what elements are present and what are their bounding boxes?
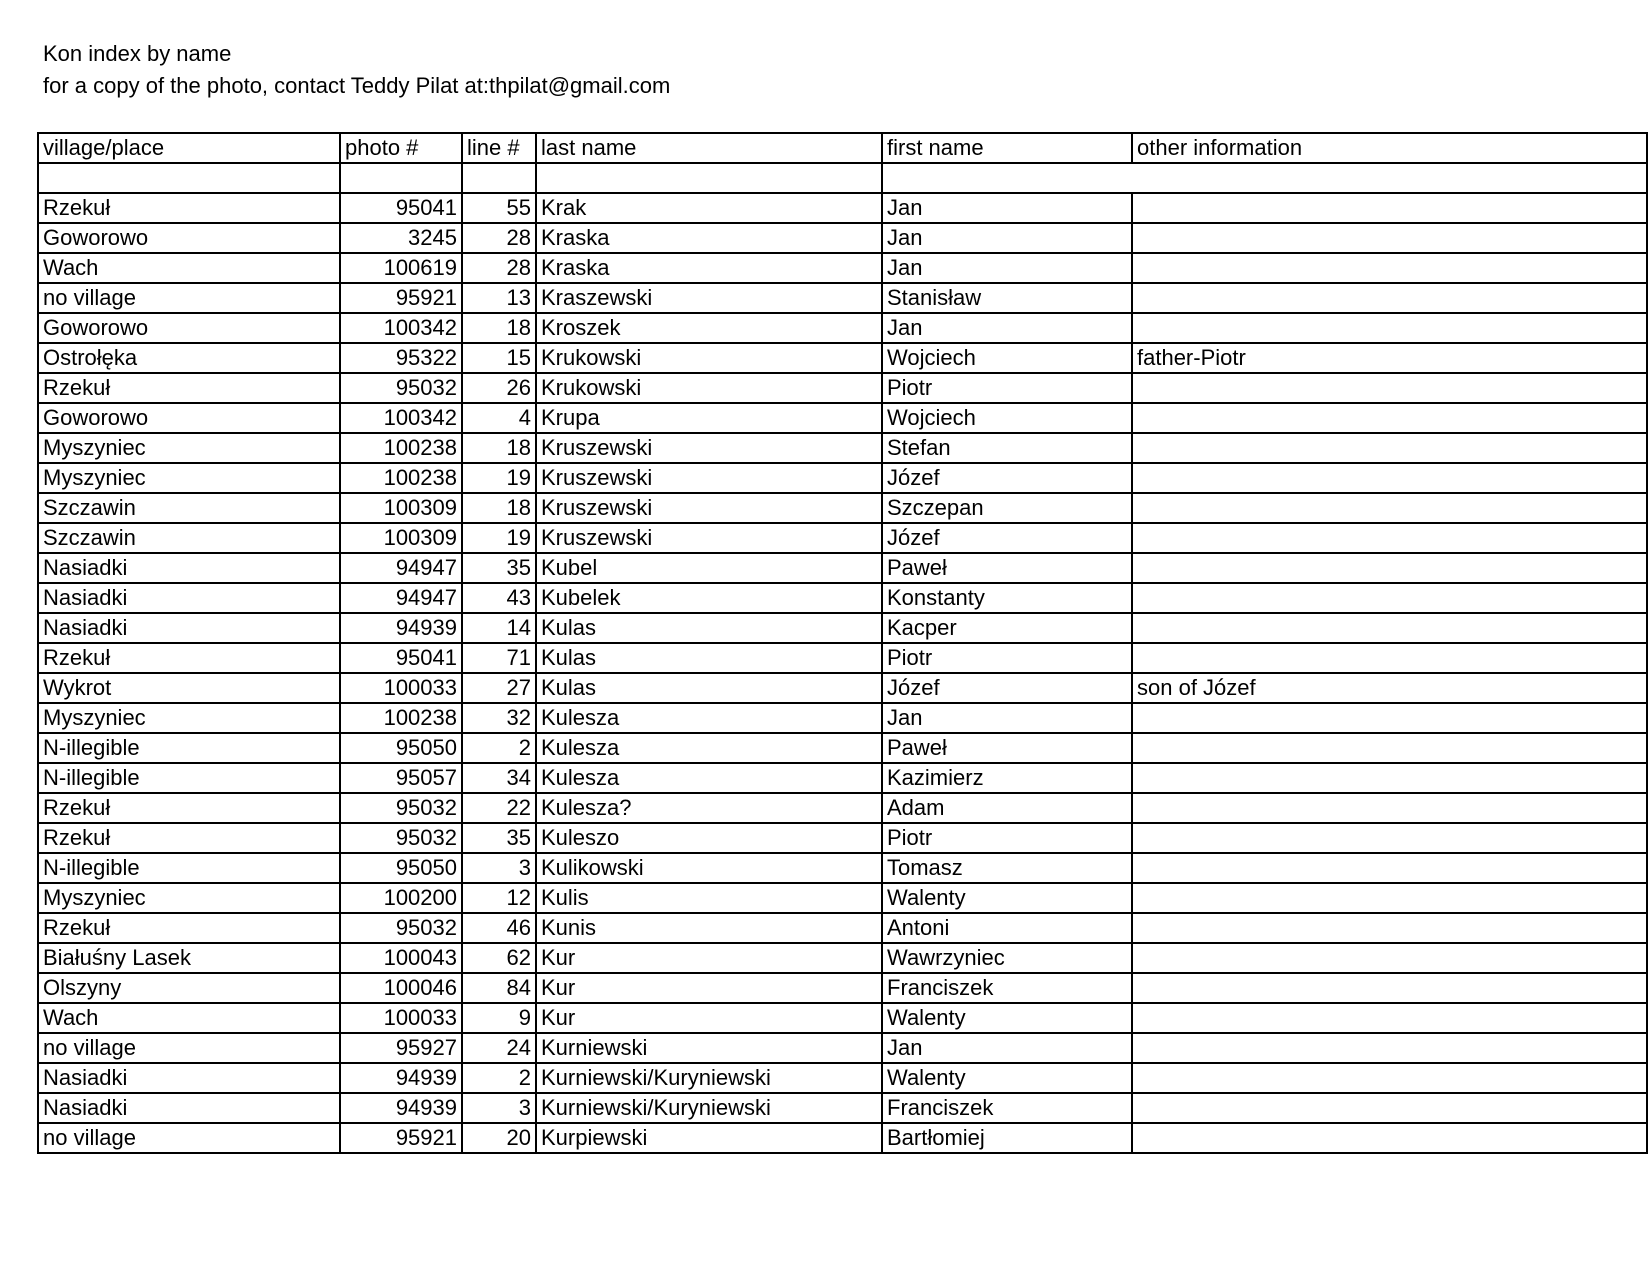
first-name-cell: Piotr xyxy=(882,643,1132,673)
other-information-cell xyxy=(1132,193,1647,223)
village-cell: Wykrot xyxy=(38,673,340,703)
document-title: Kon index by name xyxy=(43,41,232,66)
village-cell: Rzekuł xyxy=(38,193,340,223)
other-information-cell xyxy=(1132,553,1647,583)
photo-number-cell: 95032 xyxy=(340,373,462,403)
photo-number-cell: 95032 xyxy=(340,913,462,943)
column-header-first-name: first name xyxy=(882,133,1132,163)
line-number-cell: 46 xyxy=(462,913,536,943)
line-number-cell: 43 xyxy=(462,583,536,613)
last-name-cell: Kubel xyxy=(536,553,882,583)
table-row xyxy=(38,1003,1647,1033)
line-number-cell: 28 xyxy=(462,253,536,283)
photo-number-cell: 95041 xyxy=(340,193,462,223)
village-cell: Wach xyxy=(38,253,340,283)
line-number-cell: 84 xyxy=(462,973,536,1003)
first-name-cell: Piotr xyxy=(882,373,1132,403)
photo-number-cell: 100200 xyxy=(340,883,462,913)
photo-number-cell: 95921 xyxy=(340,1123,462,1153)
last-name-cell: Kraska xyxy=(536,223,882,253)
village-cell: Myszyniec xyxy=(38,883,340,913)
column-header-other-information: other information xyxy=(1132,133,1647,163)
other-information-cell xyxy=(1132,703,1647,733)
photo-number-cell: 95050 xyxy=(340,853,462,883)
first-name-cell: Adam xyxy=(882,793,1132,823)
table-row xyxy=(38,1123,1647,1153)
first-name-cell: Franciszek xyxy=(882,1093,1132,1123)
blank-cell xyxy=(536,163,882,193)
last-name-cell: Kulas xyxy=(536,613,882,643)
other-information-cell xyxy=(1132,1123,1647,1153)
first-name-cell: Jan xyxy=(882,193,1132,223)
line-number-cell: 22 xyxy=(462,793,536,823)
name-index-table xyxy=(37,132,1648,1154)
table-row xyxy=(38,913,1647,943)
last-name-cell: Kurniewski/Kuryniewski xyxy=(536,1063,882,1093)
last-name-cell: Kruszewski xyxy=(536,493,882,523)
column-header-line: line # xyxy=(462,133,536,163)
other-information-cell xyxy=(1132,493,1647,523)
village-cell: Myszyniec xyxy=(38,703,340,733)
village-cell: Goworowo xyxy=(38,223,340,253)
photo-number-cell: 94939 xyxy=(340,1063,462,1093)
other-information-cell xyxy=(1132,613,1647,643)
photo-number-cell: 95041 xyxy=(340,643,462,673)
village-cell: no village xyxy=(38,1033,340,1063)
village-cell: Rzekuł xyxy=(38,373,340,403)
line-number-cell: 13 xyxy=(462,283,536,313)
line-number-cell: 32 xyxy=(462,703,536,733)
line-number-cell: 34 xyxy=(462,763,536,793)
line-number-cell: 62 xyxy=(462,943,536,973)
village-cell: N-illegible xyxy=(38,733,340,763)
village-cell: Szczawin xyxy=(38,493,340,523)
village-cell: N-illegible xyxy=(38,853,340,883)
other-information-cell xyxy=(1132,973,1647,1003)
table-row xyxy=(38,313,1647,343)
table-row xyxy=(38,493,1647,523)
table-row xyxy=(38,613,1647,643)
line-number-cell: 26 xyxy=(462,373,536,403)
last-name-cell: Kulesza xyxy=(536,733,882,763)
table-row xyxy=(38,943,1647,973)
photo-number-cell: 100238 xyxy=(340,703,462,733)
contact-note: for a copy of the photo, contact Teddy Pilat at:thpilat@gmail.com xyxy=(43,73,671,98)
photo-number-cell: 100238 xyxy=(340,433,462,463)
last-name-cell: Kroszek xyxy=(536,313,882,343)
photo-number-cell: 94939 xyxy=(340,1093,462,1123)
first-name-cell: Wojciech xyxy=(882,403,1132,433)
table-row xyxy=(38,1033,1647,1063)
first-name-cell: Kazimierz xyxy=(882,763,1132,793)
photo-number-cell: 100043 xyxy=(340,943,462,973)
table-row xyxy=(38,223,1647,253)
photo-number-cell: 95921 xyxy=(340,283,462,313)
line-number-cell: 20 xyxy=(462,1123,536,1153)
first-name-cell: Jan xyxy=(882,1033,1132,1063)
village-cell: no village xyxy=(38,283,340,313)
village-cell: Nasiadki xyxy=(38,583,340,613)
last-name-cell: Kulesza? xyxy=(536,793,882,823)
table-row xyxy=(38,553,1647,583)
village-cell: Rzekuł xyxy=(38,823,340,853)
last-name-cell: Kulas xyxy=(536,673,882,703)
village-cell: no village xyxy=(38,1123,340,1153)
photo-number-cell: 100342 xyxy=(340,403,462,433)
last-name-cell: Kulis xyxy=(536,883,882,913)
other-information-cell xyxy=(1132,253,1647,283)
table-row xyxy=(38,433,1647,463)
village-cell: N-illegible xyxy=(38,763,340,793)
village-cell: Goworowo xyxy=(38,313,340,343)
table-row xyxy=(38,1093,1647,1123)
blank-cell xyxy=(1132,163,1647,193)
photo-number-cell: 94939 xyxy=(340,613,462,643)
other-information-cell xyxy=(1132,283,1647,313)
photo-number-cell: 95927 xyxy=(340,1033,462,1063)
village-cell: Nasiadki xyxy=(38,1063,340,1093)
last-name-cell: Kraszewski xyxy=(536,283,882,313)
other-information-cell xyxy=(1132,1033,1647,1063)
first-name-cell: Walenty xyxy=(882,1063,1132,1093)
last-name-cell: Kurniewski/Kuryniewski xyxy=(536,1093,882,1123)
other-information-cell xyxy=(1132,223,1647,253)
line-number-cell: 14 xyxy=(462,613,536,643)
line-number-cell: 35 xyxy=(462,553,536,583)
first-name-cell: Szczepan xyxy=(882,493,1132,523)
village-cell: Szczawin xyxy=(38,523,340,553)
other-information-cell xyxy=(1132,913,1647,943)
document-header xyxy=(43,38,670,102)
line-number-cell: 15 xyxy=(462,343,536,373)
first-name-cell: Antoni xyxy=(882,913,1132,943)
photo-number-cell: 100033 xyxy=(340,673,462,703)
village-cell: Wach xyxy=(38,1003,340,1033)
blank-cell xyxy=(340,163,462,193)
photo-number-cell: 95032 xyxy=(340,793,462,823)
last-name-cell: Kulesza xyxy=(536,763,882,793)
photo-number-cell: 100309 xyxy=(340,523,462,553)
first-name-cell: Tomasz xyxy=(882,853,1132,883)
other-information-cell xyxy=(1132,733,1647,763)
line-number-cell: 19 xyxy=(462,463,536,493)
other-information-cell xyxy=(1132,433,1647,463)
column-header-last-name: last name xyxy=(536,133,882,163)
village-cell: Ostrołęka xyxy=(38,343,340,373)
other-information-cell xyxy=(1132,853,1647,883)
table-row xyxy=(38,403,1647,433)
first-name-cell: Paweł xyxy=(882,733,1132,763)
first-name-cell: Jan xyxy=(882,253,1132,283)
first-name-cell: Kacper xyxy=(882,613,1132,643)
village-cell: Rzekuł xyxy=(38,643,340,673)
first-name-cell: Wojciech xyxy=(882,343,1132,373)
other-information-cell xyxy=(1132,643,1647,673)
last-name-cell: Kur xyxy=(536,943,882,973)
table-row xyxy=(38,703,1647,733)
last-name-cell: Kruszewski xyxy=(536,433,882,463)
last-name-cell: Kuleszo xyxy=(536,823,882,853)
last-name-cell: Krak xyxy=(536,193,882,223)
first-name-cell: Jan xyxy=(882,223,1132,253)
first-name-cell: Franciszek xyxy=(882,973,1132,1003)
other-information-cell xyxy=(1132,1063,1647,1093)
line-number-cell: 27 xyxy=(462,673,536,703)
table-row xyxy=(38,733,1647,763)
last-name-cell: Kraska xyxy=(536,253,882,283)
first-name-cell: Józef xyxy=(882,673,1132,703)
photo-number-cell: 95050 xyxy=(340,733,462,763)
blank-cell xyxy=(882,163,1132,193)
photo-number-cell: 95032 xyxy=(340,823,462,853)
line-number-cell: 4 xyxy=(462,403,536,433)
last-name-cell: Kur xyxy=(536,1003,882,1033)
table-row xyxy=(38,373,1647,403)
line-number-cell: 19 xyxy=(462,523,536,553)
other-information-cell xyxy=(1132,823,1647,853)
other-information-cell xyxy=(1132,523,1647,553)
photo-number-cell: 94947 xyxy=(340,553,462,583)
first-name-cell: Paweł xyxy=(882,553,1132,583)
first-name-cell: Walenty xyxy=(882,1003,1132,1033)
other-information-cell xyxy=(1132,313,1647,343)
last-name-cell: Krukowski xyxy=(536,343,882,373)
other-information-cell xyxy=(1132,1093,1647,1123)
photo-number-cell: 100046 xyxy=(340,973,462,1003)
other-information-cell xyxy=(1132,763,1647,793)
line-number-cell: 28 xyxy=(462,223,536,253)
village-cell: Białuśny Lasek xyxy=(38,943,340,973)
line-number-cell: 2 xyxy=(462,733,536,763)
line-number-cell: 35 xyxy=(462,823,536,853)
blank-cell xyxy=(462,163,536,193)
header-row xyxy=(38,133,1647,163)
other-information-cell: father-Piotr xyxy=(1132,343,1647,373)
table-row xyxy=(38,883,1647,913)
last-name-cell: Kurpiewski xyxy=(536,1123,882,1153)
photo-number-cell: 100309 xyxy=(340,493,462,523)
last-name-cell: Kruszewski xyxy=(536,523,882,553)
photo-number-cell: 100238 xyxy=(340,463,462,493)
table-row xyxy=(38,283,1647,313)
table-row xyxy=(38,1063,1647,1093)
photo-number-cell: 100619 xyxy=(340,253,462,283)
last-name-cell: Kruszewski xyxy=(536,463,882,493)
village-cell: Rzekuł xyxy=(38,793,340,823)
village-cell: Nasiadki xyxy=(38,613,340,643)
line-number-cell: 3 xyxy=(462,853,536,883)
other-information-cell xyxy=(1132,793,1647,823)
last-name-cell: Krupa xyxy=(536,403,882,433)
village-cell: Myszyniec xyxy=(38,463,340,493)
first-name-cell: Wawrzyniec xyxy=(882,943,1132,973)
first-name-cell: Stefan xyxy=(882,433,1132,463)
table-row xyxy=(38,853,1647,883)
table-row xyxy=(38,523,1647,553)
village-cell: Nasiadki xyxy=(38,553,340,583)
last-name-cell: Kunis xyxy=(536,913,882,943)
first-name-cell: Jan xyxy=(882,313,1132,343)
village-cell: Myszyniec xyxy=(38,433,340,463)
table-row xyxy=(38,763,1647,793)
table-row xyxy=(38,643,1647,673)
line-number-cell: 2 xyxy=(462,1063,536,1093)
table-row xyxy=(38,583,1647,613)
table-row xyxy=(38,253,1647,283)
blank-cell xyxy=(38,163,340,193)
last-name-cell: Kur xyxy=(536,973,882,1003)
line-number-cell: 9 xyxy=(462,1003,536,1033)
photo-number-cell: 95322 xyxy=(340,343,462,373)
village-cell: Olszyny xyxy=(38,973,340,1003)
first-name-cell: Józef xyxy=(882,523,1132,553)
village-cell: Nasiadki xyxy=(38,1093,340,1123)
photo-number-cell: 94947 xyxy=(340,583,462,613)
first-name-cell: Piotr xyxy=(882,823,1132,853)
column-header-village: village/place xyxy=(38,133,340,163)
line-number-cell: 71 xyxy=(462,643,536,673)
line-number-cell: 3 xyxy=(462,1093,536,1123)
line-number-cell: 12 xyxy=(462,883,536,913)
first-name-cell: Józef xyxy=(882,463,1132,493)
table-row xyxy=(38,673,1647,703)
table-row xyxy=(38,343,1647,373)
photo-number-cell: 3245 xyxy=(340,223,462,253)
last-name-cell: Kulikowski xyxy=(536,853,882,883)
other-information-cell xyxy=(1132,1003,1647,1033)
other-information-cell xyxy=(1132,463,1647,493)
first-name-cell: Stanisław xyxy=(882,283,1132,313)
photo-number-cell: 100342 xyxy=(340,313,462,343)
other-information-cell xyxy=(1132,373,1647,403)
table-row xyxy=(38,193,1647,223)
last-name-cell: Kulesza xyxy=(536,703,882,733)
last-name-cell: Kurniewski xyxy=(536,1033,882,1063)
line-number-cell: 24 xyxy=(462,1033,536,1063)
line-number-cell: 55 xyxy=(462,193,536,223)
table-row xyxy=(38,973,1647,1003)
other-information-cell xyxy=(1132,583,1647,613)
line-number-cell: 18 xyxy=(462,313,536,343)
column-header-photo: photo # xyxy=(340,133,462,163)
other-information-cell xyxy=(1132,883,1647,913)
table-row xyxy=(38,823,1647,853)
last-name-cell: Krukowski xyxy=(536,373,882,403)
first-name-cell: Jan xyxy=(882,703,1132,733)
line-number-cell: 18 xyxy=(462,433,536,463)
last-name-cell: Kubelek xyxy=(536,583,882,613)
first-name-cell: Konstanty xyxy=(882,583,1132,613)
blank-row xyxy=(38,163,1647,193)
other-information-cell xyxy=(1132,943,1647,973)
village-cell: Rzekuł xyxy=(38,913,340,943)
line-number-cell: 18 xyxy=(462,493,536,523)
other-information-cell: son of Józef xyxy=(1132,673,1647,703)
photo-number-cell: 100033 xyxy=(340,1003,462,1033)
photo-number-cell: 95057 xyxy=(340,763,462,793)
table-row xyxy=(38,793,1647,823)
table-row xyxy=(38,463,1647,493)
other-information-cell xyxy=(1132,403,1647,433)
first-name-cell: Walenty xyxy=(882,883,1132,913)
last-name-cell: Kulas xyxy=(536,643,882,673)
first-name-cell: Bartłomiej xyxy=(882,1123,1132,1153)
village-cell: Goworowo xyxy=(38,403,340,433)
